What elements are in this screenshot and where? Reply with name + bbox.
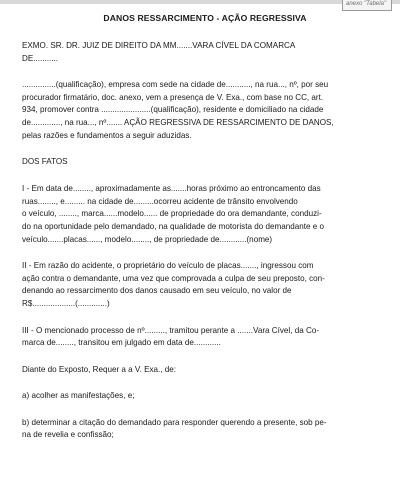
corner-note: anexo "Tabela" (346, 1, 387, 7)
request-item-a: a) acolher as manifestações, e; (22, 391, 135, 401)
request-intro: Diante do Exposto, Requer a a V. Exa., de: (22, 364, 177, 374)
top-rule (0, 0, 400, 4)
intro-paragraph: ...............(qualificação), empresa com sede na cidade de..........., na rua..., nº, por seu procurador firmatário, doc. anexo, vem a presença de V. Exa., com base no CC, art. 934, promover contra ......................(qualificação), residente e domiciliado na cidade de............., na rua..., nº....... AÇÃO REGRESSIVA DE RESSARCIMENTO DE DANOS, pelas razões e fundamentos a seguir aduzidas. (22, 80, 334, 140)
section-heading-facts: DOS FATOS (22, 157, 68, 167)
request-item-b: b) determinar a citação do demandado para responder querendo a presente, sob pe- na de revelia e confissão; (22, 417, 327, 440)
fact-paragraph-2: II - Em razão do acidente, o proprietário do veículo de placas......., ingressou com ação contra o demandante, uma vez que comprovada a culpa de seu preposto, con- denando ao ressarcimento dos danos causado em seu veículo, no valor de R$...................(.............) (22, 261, 325, 308)
document-page (22, 12, 388, 456)
fact-paragraph-3: III - O mencionado processo de nº........., tramitou perante a .......Vara Cível, da Co- marca de........, transitou em julgado em data de............ (22, 325, 320, 348)
addressee-paragraph: EXMO. SR. DR. JUIZ DE DIREITO DA MM.......VARA CÍVEL DA COMARCA DE........... (22, 41, 296, 63)
fact-paragraph-1: I - Em data de........, aproximadamente as.......horas próximo ao entroncamento das ruas........, e......... na cidade de.........ocorreu acidente de trânsito envolvendo o veículo, ........, marca......modelo...... de propriedade do ora demandante, conduzi- do na oportunidade pelo demandado, na qualidade de motorista do demandante e o veículo.......placas......, modelo........, de propriedade de............(nome) (22, 184, 324, 244)
document-title: DANOS RESSARCIMENTO - AÇÃO REGRESSIVA (103, 13, 307, 23)
